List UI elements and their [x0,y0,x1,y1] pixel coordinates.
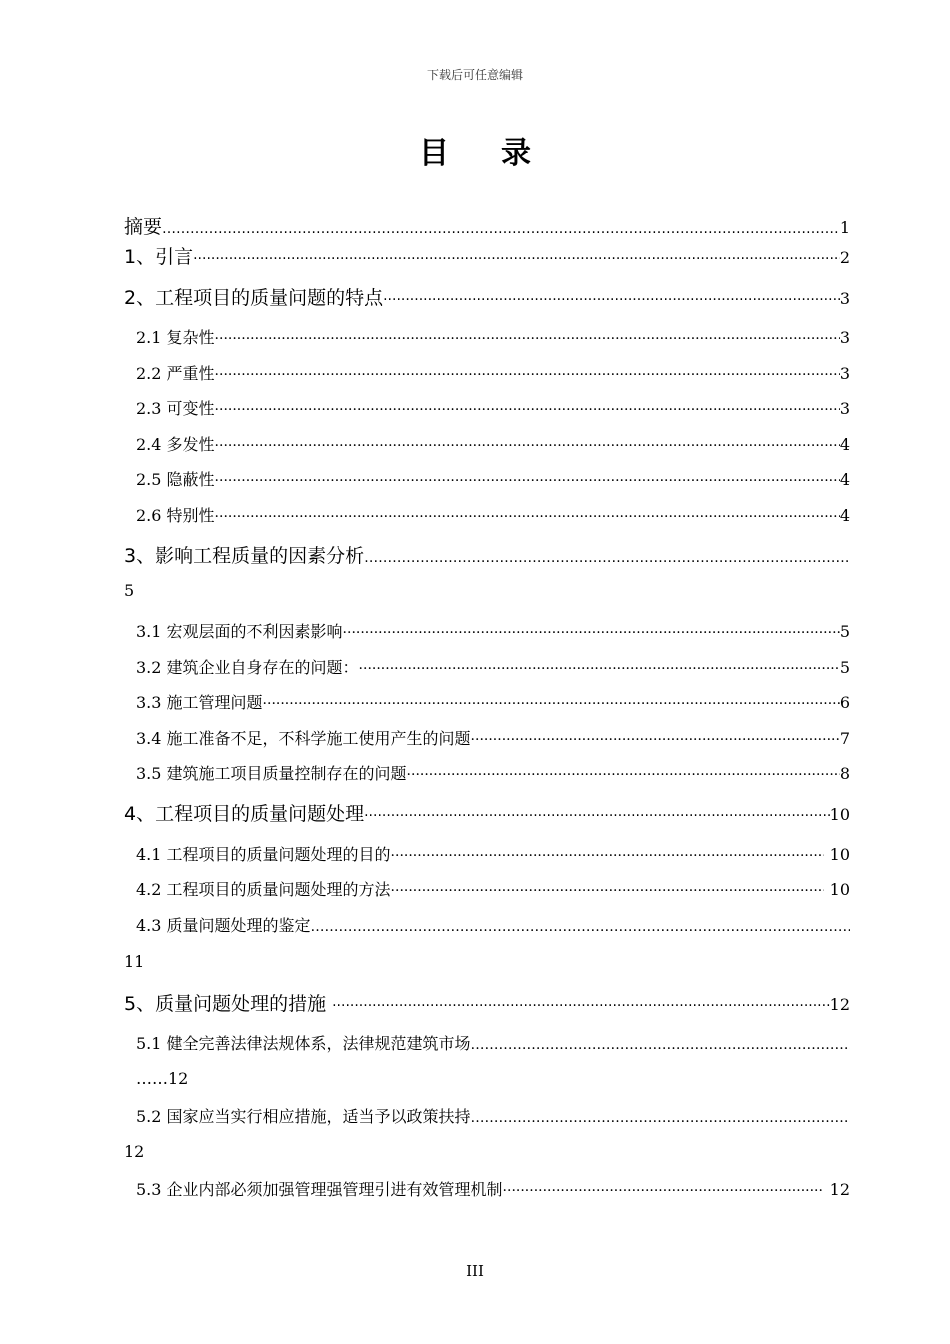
page-title: 目录 [419,136,583,171]
toc-entry-page: 8 [839,764,850,783]
toc-leader [364,550,850,566]
toc-entry[interactable] [124,989,850,1016]
toc-entry[interactable] [136,655,850,678]
toc-leader [311,919,850,935]
toc-leader [343,625,840,641]
toc-entry-label: 2.1 复杂性 [136,328,215,347]
toc-entry-label: 摘要 [124,216,163,238]
toc-leader [215,402,840,418]
toc-entry-page: 5 [839,658,850,677]
toc-entry[interactable] [136,325,850,348]
toc-entry[interactable] [136,877,850,900]
toc-leader [215,473,840,489]
toc-entry-page: 12 [829,995,850,1014]
toc-entry-page: 4 [839,435,850,454]
toc-entry-label: 3.5 建筑施工项目质量控制存在的问题 [136,764,407,783]
toc-leader [471,1037,850,1053]
toc-entry-page: 4 [839,506,850,525]
toc-entry[interactable] [136,1177,850,1200]
toc-entry-label: 3.3 施工管理问题 [136,693,263,712]
toc-entry-page: 10 [829,805,850,824]
toc-leader [471,1110,850,1126]
toc-entry-page: 11 [124,952,145,971]
toc-entry[interactable] [136,761,850,784]
toc-leader [407,767,840,783]
toc-entry-page: 12 [829,1180,850,1199]
toc-leader [162,221,840,237]
toc-entry-label: 2.3 可变性 [136,399,215,418]
toc-leader [215,509,840,525]
toc-leader [215,331,840,347]
toc-entry-label: 2、工程项目的质量问题的特点 [124,287,384,309]
toc-leader [215,367,840,383]
toc-entry-page: 4 [839,470,850,489]
toc-entry-label: 4、工程项目的质量问题处理 [124,803,365,825]
toc-entry-label: 4.3 质量问题处理的鉴定 [136,916,311,935]
toc-leader [359,661,840,677]
toc-entry-label: 4.1 工程项目的质量问题处理的目的 [136,845,391,864]
toc-entry-page: 5 [124,581,135,600]
toc-entry-label: 5.2 国家应当实行相应措施，适当予以政策扶持 [136,1107,471,1126]
toc-entry[interactable] [124,799,850,826]
toc-leader [332,998,830,1014]
toc-entry[interactable] [136,913,850,936]
toc-entry[interactable] [136,432,850,455]
toc-entry[interactable] [136,619,850,642]
toc-entry-page: 12 [124,1142,145,1161]
toc-entry-label: 2.6 特别性 [136,506,215,525]
toc-entry-page: 3 [839,328,850,347]
toc-leader [391,848,824,864]
toc-entry[interactable] [136,503,850,526]
toc-entry-page: 10 [829,880,850,899]
toc-entry-label: 2.2 严重性 [136,364,215,383]
toc-entry-label: 5.3 企业内部必须加强管理强管理引进有效管理机制 [136,1180,503,1199]
toc-entry-label: 3.1 宏观层面的不利因素影响 [136,622,343,641]
toc-entry[interactable] [136,1031,850,1054]
toc-entry-page: 6 [839,693,850,712]
toc-entry-page: 10 [829,845,850,864]
toc-entry-page: 3 [839,364,850,383]
toc-entry[interactable] [136,467,850,490]
header-note: 下载后可任意编辑 [426,68,523,82]
toc-entry-label: 3、影响工程质量的因素分析 [124,545,365,567]
toc-entry-label: 3.4 施工准备不足，不科学施工使用产生的问题 [136,729,471,748]
toc-entry-label: 2.4 多发性 [136,435,215,454]
toc-leader [503,1183,824,1199]
toc-entry-page-number: 12 [168,1069,189,1088]
toc-entry-label: 2.5 隐蔽性 [136,470,215,489]
toc-entry[interactable] [124,212,850,239]
toc-entry-label: 4.2 工程项目的质量问题处理的方法 [136,880,391,899]
toc-entry[interactable] [124,283,850,310]
toc-leader [383,292,840,308]
toc-entry[interactable] [136,842,850,865]
toc-leader [263,696,840,712]
toc-entry-label: 5、质量问题处理的措施 [124,993,327,1015]
toc-entry-page: 1 [839,218,850,237]
toc-entry-page: 3 [839,399,850,418]
toc-leader [193,251,840,267]
toc-entry-page: 5 [839,622,850,641]
toc-entry[interactable] [136,361,850,384]
toc-leader: …… [136,1069,168,1088]
toc-entry-page: 2 [839,248,850,267]
toc-entry[interactable] [136,1104,850,1127]
toc-leader [391,883,824,899]
toc-entry[interactable] [124,242,850,269]
toc-leader [215,438,840,454]
toc-entry[interactable] [136,690,850,713]
toc-leader [471,732,840,748]
toc-entry[interactable] [136,726,850,749]
toc-entry[interactable] [136,396,850,419]
toc-entry-page: 7 [839,729,850,748]
toc-leader [364,808,830,824]
page-number: III [466,1262,484,1280]
toc-entry-page [136,1069,188,1088]
toc-entry-page: 3 [839,289,850,308]
toc-entry-label: 3.2 建筑企业自身存在的问题： [136,658,359,677]
toc-entry[interactable] [124,541,850,568]
toc-entry-label: 5.1 健全完善法律法规体系，法律规范建筑市场 [136,1034,471,1053]
toc-entry-label: 1、引言 [124,246,194,268]
